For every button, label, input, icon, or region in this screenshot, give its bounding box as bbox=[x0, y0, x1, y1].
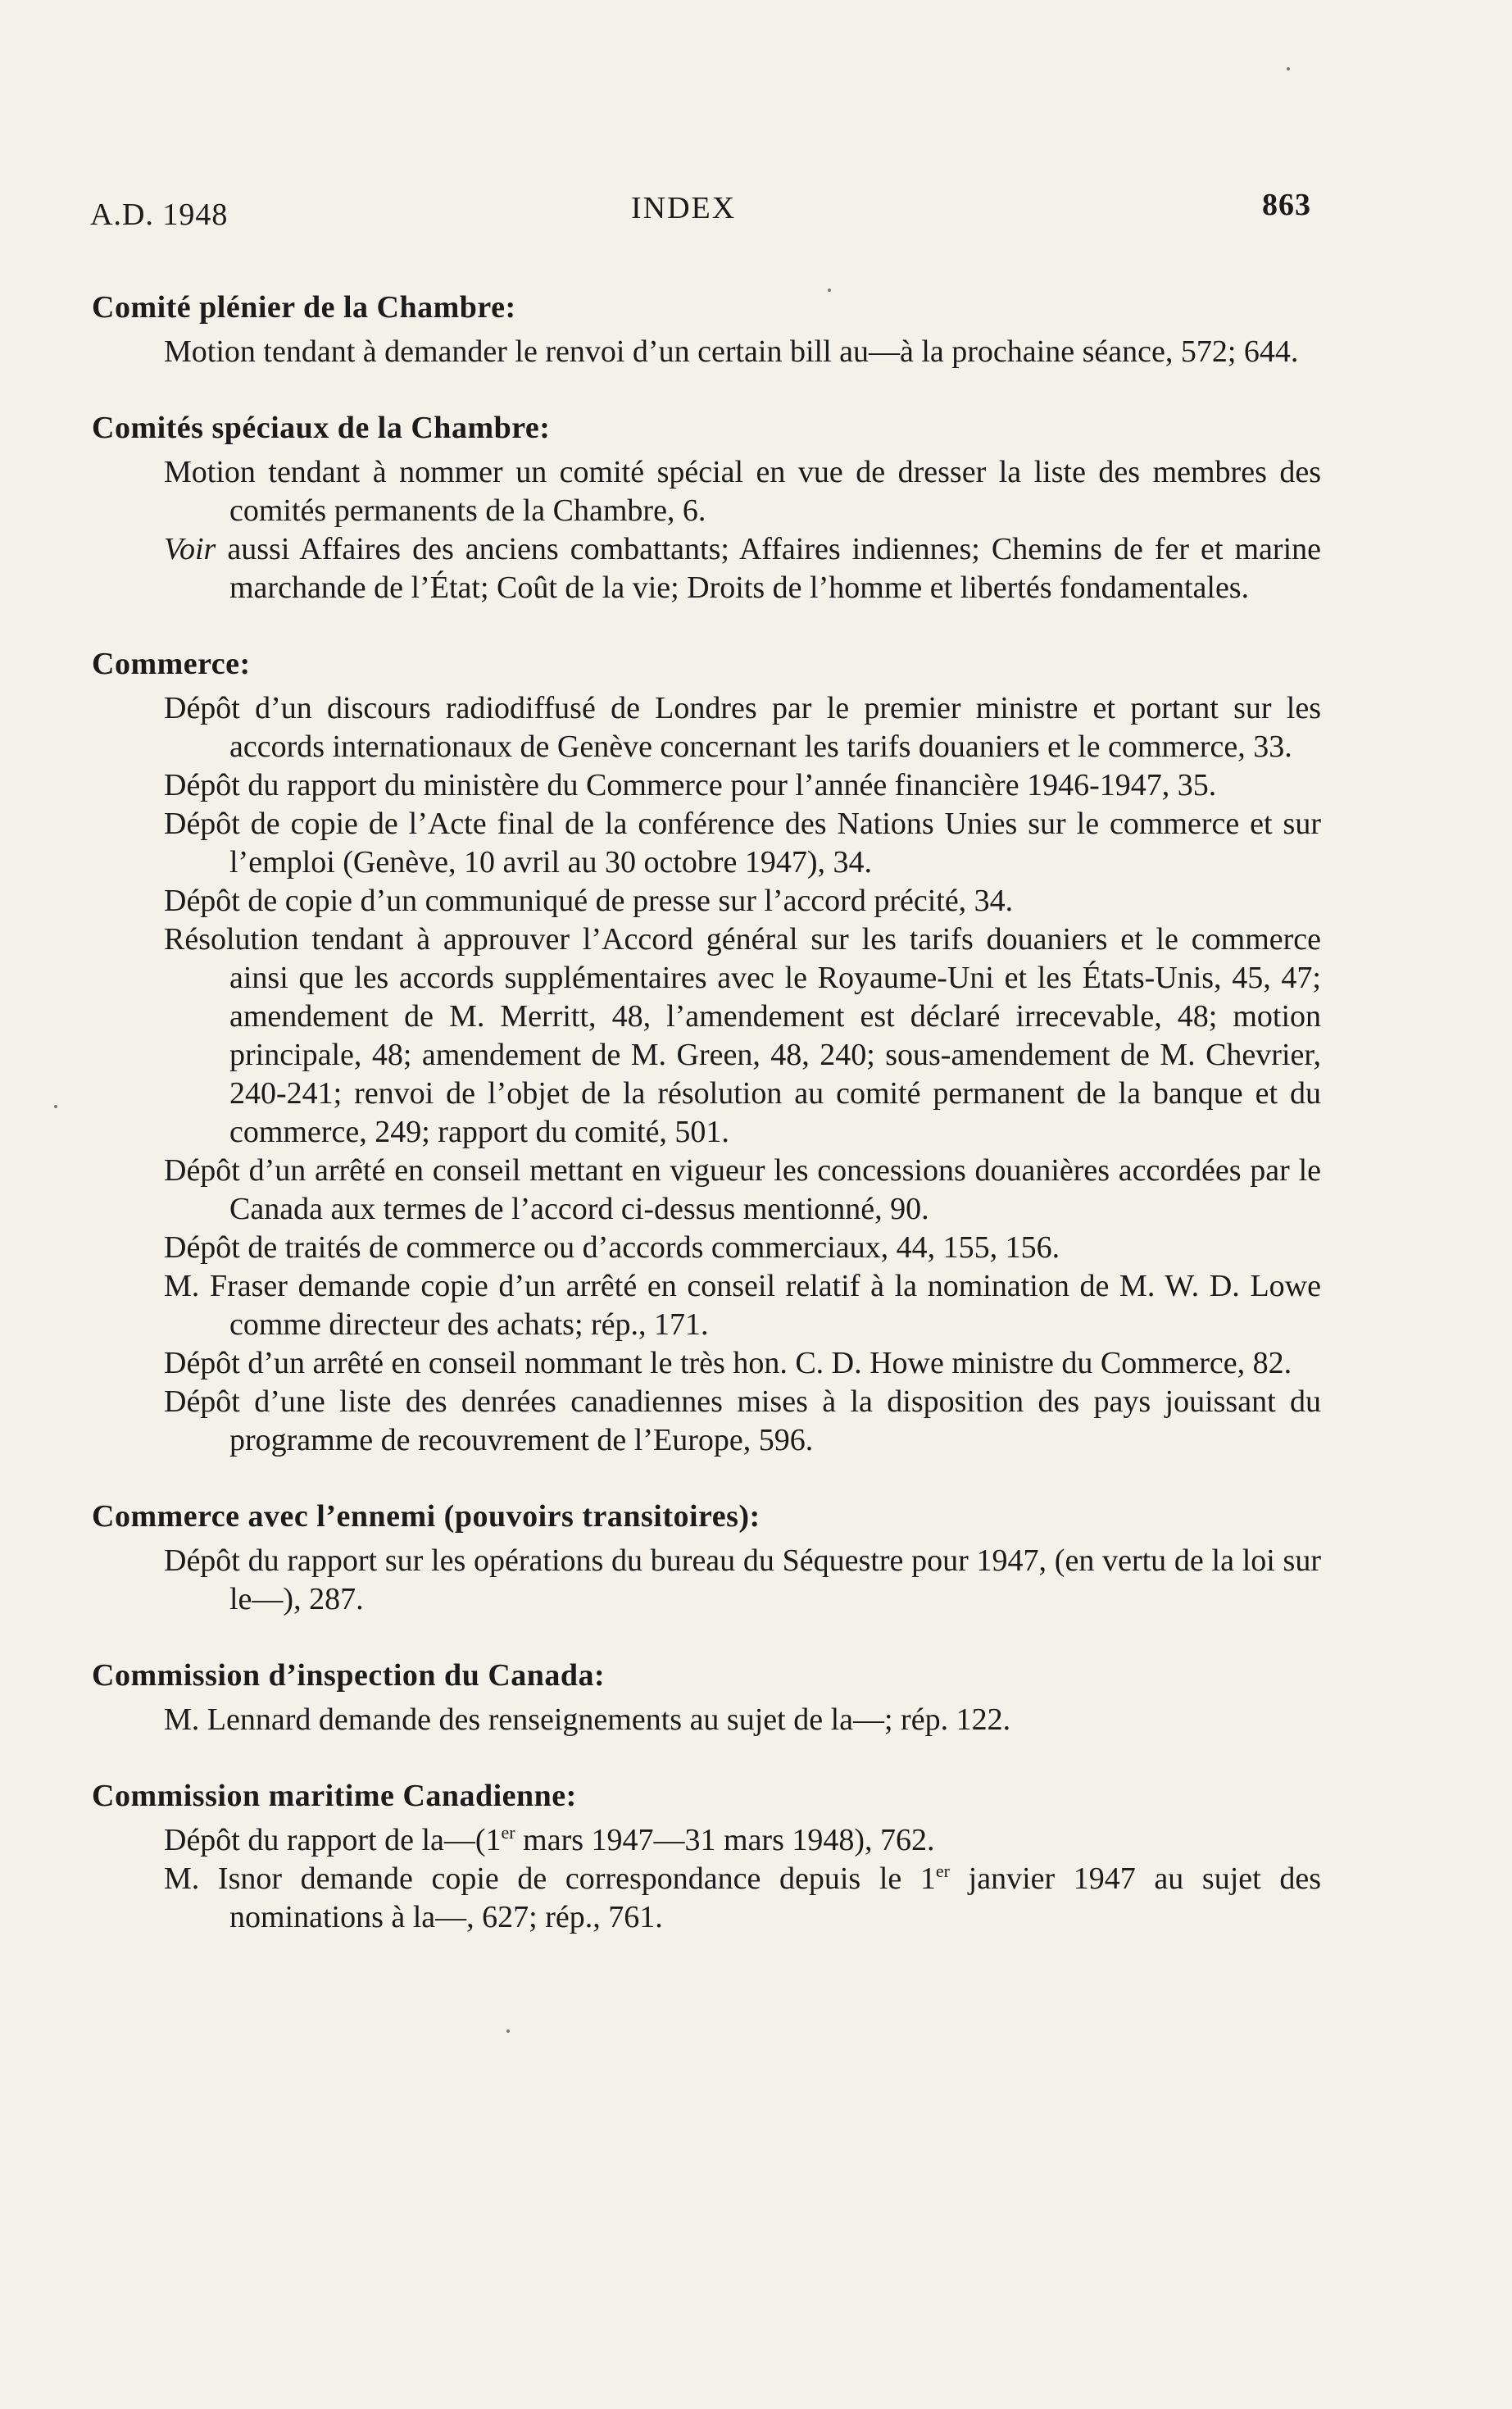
section-heading: Comité plénier de la Chambre: bbox=[92, 290, 516, 325]
section-heading: Commerce avec l’ennemi (pouvoirs transitoires): bbox=[92, 1499, 761, 1534]
ordinal-superscript: er bbox=[935, 1861, 950, 1881]
index-entry bbox=[164, 1821, 1321, 1860]
index-entry: Dépôt d’un arrêté en conseil mettant en vigueur les concessions douanières accordées par le Canada aux termes de l’accord ci-dessus mentionné, 90. bbox=[164, 1153, 1321, 1226]
index-entry: Dépôt d’une liste des denrées canadiennes mises à la disposition des pays jouissant du programme de recouvrement de l’Europe, 596. bbox=[164, 1384, 1321, 1457]
page-title: INDEX bbox=[631, 191, 737, 225]
section-heading: Commerce: bbox=[92, 647, 251, 681]
index-entry: Dépôt de copie d’un communiqué de presse sur l’accord précité, 34. bbox=[164, 884, 1014, 918]
index-entry: Dépôt d’un discours radiodiffusé de Londres par le premier ministre et portant sur les accords internationaux de Genève concernant les tarifs douaniers et le commerce, 33. bbox=[164, 691, 1321, 764]
entry-text: Dépôt du rapport de la—(1 bbox=[164, 1823, 502, 1857]
index-entry: Dépôt du rapport du ministère du Commerce pour l’année financière 1946-1947, 35. bbox=[164, 768, 1217, 802]
running-head bbox=[90, 187, 1311, 236]
index-section bbox=[92, 1655, 1321, 1739]
index-entry: M. Fraser demande copie d’un arrêté en conseil relatif à la nomination de M. W. D. Lowe comme directeur des achats; rép., 171. bbox=[164, 1269, 1321, 1342]
paper-speck bbox=[828, 289, 831, 292]
entry-text: M. Isnor demande copie de correspondance depuis le 1 bbox=[164, 1861, 936, 1896]
index-entry: Dépôt du rapport sur les opérations du bureau du Séquestre pour 1947, (en vertu de la loi sur le—), 287. bbox=[164, 1543, 1321, 1616]
index-entry: M. Lennard demande des renseignements au sujet de la—; rép. 122. bbox=[164, 1702, 1011, 1737]
index-entry: Motion tendant à demander le renvoi d’un certain bill au—à la prochaine séance, 572; 644. bbox=[164, 334, 1299, 369]
section-heading: Commission maritime Canadienne: bbox=[92, 1779, 577, 1813]
index-entry: Dépôt de traités de commerce ou d’accords commerciaux, 44, 155, 156. bbox=[164, 1230, 1060, 1265]
section-heading: Comités spéciaux de la Chambre: bbox=[92, 411, 551, 445]
see-also-text: aussi Affaires des anciens combattants; Affaires indiennes; Chemins de fer et marine marchande de l’État; Coût de la vie; Droits de l’homme et libertés fondamentales. bbox=[216, 532, 1321, 605]
see-also-entry bbox=[164, 530, 1321, 607]
paper-speck bbox=[1287, 67, 1290, 70]
index-entry bbox=[164, 1860, 1321, 1937]
see-also-word: Voir bbox=[164, 532, 216, 566]
ordinal-superscript: er bbox=[501, 1822, 515, 1843]
index-entry: Motion tendant à nommer un comité spécial en vue de dresser la liste des membres des comités permanents de la Chambre, 6. bbox=[164, 455, 1321, 528]
paper-speck bbox=[54, 1105, 57, 1108]
index-section bbox=[92, 407, 1321, 607]
index-content bbox=[92, 287, 1321, 1973]
entry-text: mars 1947—31 mars 1948), 762. bbox=[515, 1823, 935, 1857]
index-section bbox=[92, 1496, 1321, 1619]
paper-speck bbox=[506, 2029, 510, 2033]
section-heading: Commission d’inspection du Canada: bbox=[92, 1658, 606, 1693]
entry-text: janvier 1947 au sujet des nominations à la—, 627; rép., 761. bbox=[229, 1861, 1322, 1934]
index-section bbox=[92, 287, 1321, 371]
index-section bbox=[92, 643, 1321, 1460]
year-label: A.D. 1948 bbox=[90, 198, 229, 232]
index-section bbox=[92, 1775, 1321, 1937]
index-entry: Dépôt de copie de l’Acte final de la conférence des Nations Unies sur le commerce et sur l’emploi (Genève, 10 avril au 30 octobre 1947), 34. bbox=[164, 807, 1321, 880]
index-entry: Résolution tendant à approuver l’Accord général sur les tarifs douaniers et le commerce ainsi que les accords supplémentaires avec le Royaume-Uni et les États-Unis, 45, 47; amendement de M. Merritt, 48, l’amendement est déclaré irrecevable, 48; motion principale, 48; amendement de M. Green, 48, 240; sous-amendement de M. Chevrier, 240-241; renvoi de l’objet de la résolution au comité permanent de la banque et du commerce, 249; rapport du comité, 501. bbox=[164, 922, 1321, 1149]
index-entry: Dépôt d’un arrêté en conseil nommant le très hon. C. D. Howe ministre du Commerce, 82. bbox=[164, 1346, 1292, 1380]
page-number: 863 bbox=[1262, 188, 1311, 222]
